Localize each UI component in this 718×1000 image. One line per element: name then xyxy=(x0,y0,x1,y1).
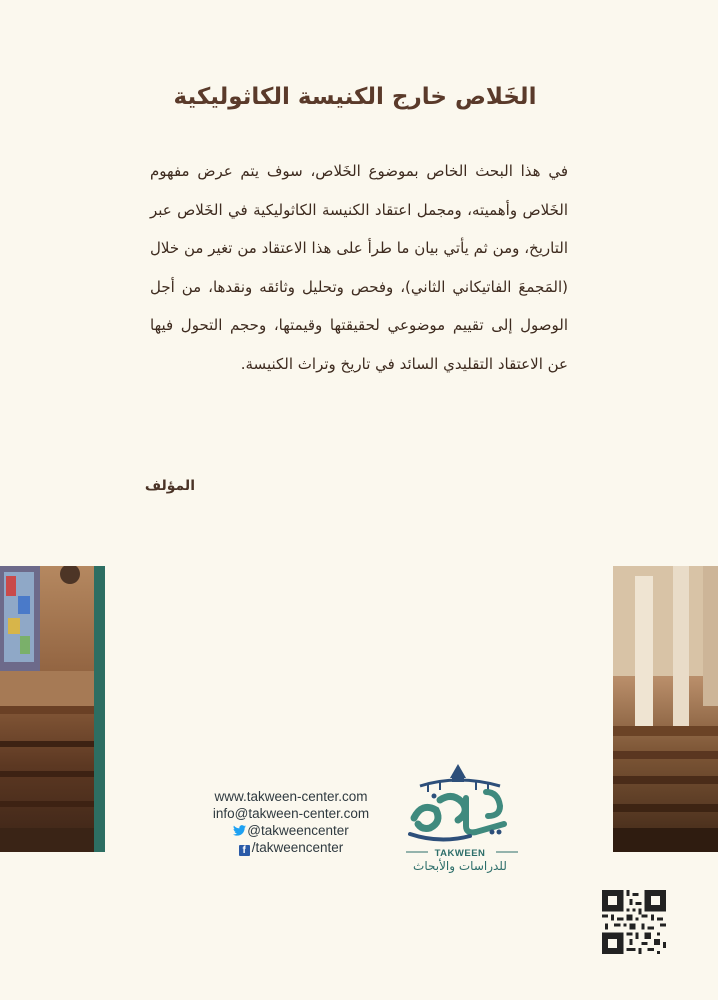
author-label: المؤلف xyxy=(144,478,195,494)
qr-code-icon[interactable] xyxy=(602,890,666,954)
teal-accent-strip xyxy=(94,566,105,852)
twitter-handle[interactable]: @takweencenter xyxy=(196,822,386,839)
facebook-icon: f xyxy=(239,845,250,856)
contact-info xyxy=(196,788,386,856)
back-cover-description: في هذا البحث الخاص بموضوع الخَلاص، سوف يتم عرض مفهوم الخَلاص وأهميته، ومجمل اعتقاد الكنيسة الكاثوليكية في الخَلاص عبر التاريخ، ومن ثم يأتي بيان ما طرأ على هذا الاعتقاد من تغير من خلال (المَجمعَ الفاتيكاني الثاني)، وفحص وتحليل وثائقه ونقدها، من أجل الوصول إلى تقييم موضوعي لحقيقتها وقيمتها، وحجم التحول فيها عن الاعتقاد التقليدي السائد في تاريخ وتراث الكنيسة. xyxy=(150,162,568,373)
twitter-icon xyxy=(233,825,246,836)
email-link[interactable]: info@takween-center.com xyxy=(212,806,370,821)
website-link[interactable]: www.takween-center.com xyxy=(214,789,368,804)
takween-subtitle: للدراسات والأبحاث xyxy=(413,859,507,873)
church-interior-photo-right xyxy=(613,566,718,852)
takween-wordmark: TAKWEEN xyxy=(434,848,486,859)
facebook-handle[interactable]: f /takweencenter xyxy=(196,839,386,856)
book-title: الخَلاص خارج الكنيسة الكاثوليكية xyxy=(173,84,537,110)
church-interior-photo-left xyxy=(0,566,94,852)
